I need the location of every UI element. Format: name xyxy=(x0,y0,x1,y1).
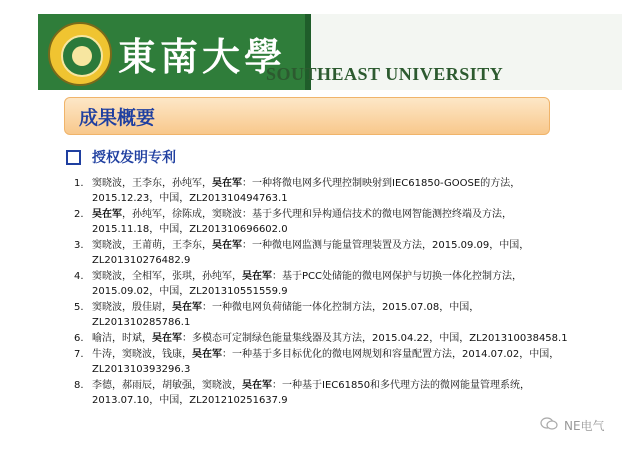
patent-details: ，孙纯军，徐陈成，窦晓波：基于多代理和异构通信技术的微电网智能测控终端及方法，2015.11.18，中国，ZL201310696602.0 xyxy=(92,209,512,235)
item-number: 8. xyxy=(74,380,84,391)
author-highlight: 吴在军 xyxy=(242,380,272,391)
list-item xyxy=(60,347,570,377)
patent-details: ：一种将微电网多代理控制映射到IEC61850-GOOSE的方法，2015.12.23，中国，ZL201310494763.1 xyxy=(92,178,521,204)
patent-details: ：一种基于IEC61850和多代理方法的微网能量管理系统，2013.07.10，中国，ZL201210251637.9 xyxy=(92,380,531,406)
slide-title: 成果概要 xyxy=(79,107,156,129)
author-highlight: 吴在军 xyxy=(172,302,202,313)
title-bar xyxy=(64,97,550,135)
authors-before: 牛涛，窦晓波，钱康， xyxy=(92,349,192,360)
item-number: 7. xyxy=(74,349,84,360)
list-item xyxy=(60,300,570,330)
patent-details: ：基于PCC处储能的微电网保护与切换一体化控制方法，2015.09.02，中国，ZL201310551559.9 xyxy=(92,271,522,297)
authors-before: 窦晓波，全相军，张琪，孙纯军， xyxy=(92,271,242,282)
university-name-cn: 東南大學 xyxy=(118,34,287,79)
patent-list xyxy=(60,176,570,409)
list-item xyxy=(60,238,570,268)
item-number: 3. xyxy=(74,240,84,251)
author-highlight: 吴在军 xyxy=(212,178,242,189)
patent-details: ：一种微电网监测与能量管理装置及方法，2015.09.09，中国，ZL201310276482.9 xyxy=(92,240,530,266)
wechat-icon xyxy=(540,417,558,431)
list-item xyxy=(60,331,570,346)
square-bullet-icon xyxy=(66,150,81,165)
authors-before: 窦晓波，殷佳尉， xyxy=(92,302,172,313)
list-item xyxy=(60,176,570,206)
authors-before: 李德，郝雨辰，胡敏强，窦晓波， xyxy=(92,380,242,391)
authors-before: 窦晓波，王李东，孙纯军， xyxy=(92,178,212,189)
author-highlight: 吴在军 xyxy=(92,209,122,220)
patent-details: ：多模态可定制绿色能量集线器及其方法，2015.04.22，中国，ZL201310038458.1 xyxy=(182,333,568,344)
item-number: 2. xyxy=(74,209,84,220)
author-highlight: 吴在军 xyxy=(212,240,242,251)
item-number: 6. xyxy=(74,333,84,344)
watermark-text: NE电气 xyxy=(564,419,605,433)
authors-before: 喻洁，时斌， xyxy=(92,333,152,344)
list-item xyxy=(60,207,570,237)
seal-inner-ring xyxy=(61,35,103,77)
author-highlight: 吴在军 xyxy=(242,271,272,282)
university-seal-icon xyxy=(48,22,112,86)
item-number: 5. xyxy=(74,302,84,313)
patent-details: ：一种基于多目标优化的微电网规划和容量配置方法，2014.07.02，中国，ZL201310393296.3 xyxy=(92,349,560,375)
list-item xyxy=(60,269,570,299)
author-highlight: 吴在军 xyxy=(152,333,182,344)
author-highlight: 吴在军 xyxy=(192,349,222,360)
patent-details: ：一种微电网负荷储能一体化控制方法，2015.07.08，中国，ZL201310285786.1 xyxy=(92,302,480,328)
section-title: 授权发明专利 xyxy=(92,150,176,166)
seal-core xyxy=(72,46,92,66)
list-item xyxy=(60,378,570,408)
authors-before: 窦晓波，王莆萌，王李东， xyxy=(92,240,212,251)
item-number: 1. xyxy=(74,178,84,189)
item-number: 4. xyxy=(74,271,84,282)
university-header xyxy=(38,14,622,90)
university-name-en: SOUTHEAST UNIVERSITY xyxy=(266,64,504,84)
